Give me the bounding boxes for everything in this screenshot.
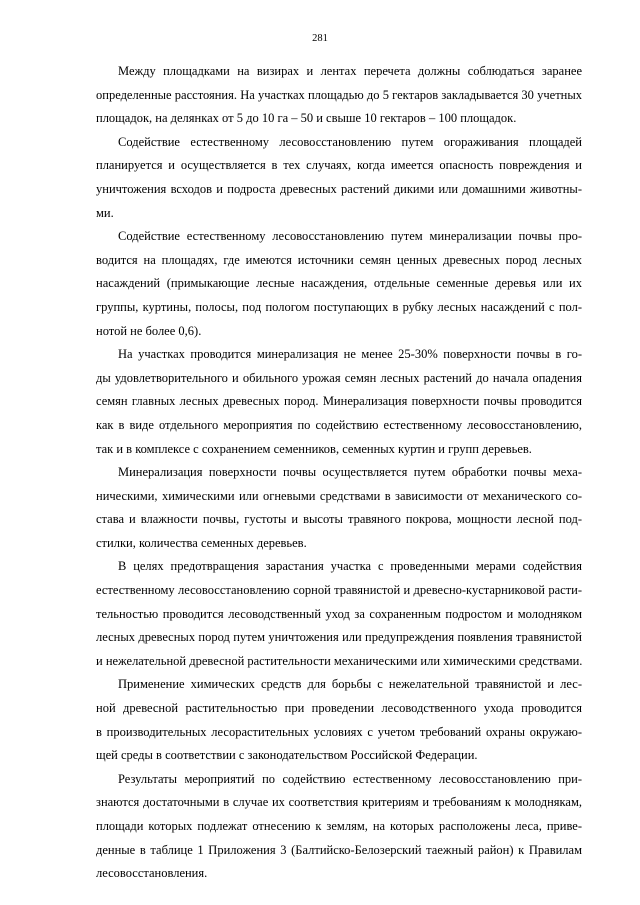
text-line: Содействие естественному лесовосстановлению путем минерализации почвы про- xyxy=(118,229,582,244)
text-line: Результаты мероприятий по содействию естественному лесовосстановлению при- xyxy=(118,771,582,786)
text-line: лесовосстановления. xyxy=(96,866,208,881)
text-line: уничтожения всходов и подроста древесных растений дикими или домашними животны- xyxy=(96,181,582,196)
text-line: водится на площадях, где имеются источники семян ценных древесных пород лесных xyxy=(96,252,582,267)
paragraph xyxy=(96,343,582,461)
text-line: Содействие естественному лесовосстановлению путем огораживания площадей xyxy=(118,134,582,149)
text-line: Минерализация поверхности почвы осуществляется путем обработки почвы меха- xyxy=(118,465,582,480)
text-line: естественному лесовосстановлению сорной травянистой и древесно-кустарниковой расти- xyxy=(96,583,582,598)
text-line: тельностью проводится лесоводственный уход за сохраненным подростом и молодняком xyxy=(96,606,582,621)
text-line: площадок, на делянках от 5 до 10 га – 50 и свыше 10 гектаров – 100 площадок. xyxy=(96,111,517,126)
paragraph xyxy=(96,60,582,131)
text-line: лесных древесных пород путем уничтожения или предупреждения появления травянистой xyxy=(96,630,582,645)
paragraph xyxy=(96,673,582,767)
text-line: стилки, количества семенных деревьев. xyxy=(96,535,307,550)
text-line: насаждений (примыкающие лесные насаждения, отдельные семенные деревья или их xyxy=(96,276,582,291)
text-line: На участках проводится минерализация не менее 25-30% поверхности почвы в го- xyxy=(118,347,582,362)
text-line: планируется и осуществляется в тех случаях, когда имеется опасность повреждения и xyxy=(96,158,582,173)
text-line: как в виде отдельного мероприятия по содействию естественному лесовосстановлению, xyxy=(96,417,582,432)
text-line: става и влажности почвы, густоты и высоты травяного покрова, мощности лесной под- xyxy=(96,512,582,527)
text-line: ды удовлетворительного и обильного урожая семян лесных растений до начала опадения xyxy=(96,370,582,385)
text-line: группы, куртины, полосы, под пологом поступающих в рубку лесных насаждений с пол- xyxy=(96,299,582,314)
paragraph xyxy=(96,131,582,225)
text-line: определенные расстояния. На участках площадью до 5 гектаров закладывается 30 учетных xyxy=(96,87,582,102)
text-line: денные в таблице 1 Приложения 3 (Балтийско-Белозерский таежный район) к Правилам xyxy=(96,842,582,857)
text-line: ническими, химическими или огневыми средствами в зависимости от механического со- xyxy=(96,488,582,503)
text-line: ной древесной растительностью при проведении лесоводственного ухода проводится xyxy=(96,701,582,716)
text-line: семян главных лесных древесных пород. Минерализация поверхности почвы проводится xyxy=(96,394,582,409)
text-line: щей среды в соответствии с законодательством Российской Федерации. xyxy=(96,748,478,763)
paragraph xyxy=(96,555,582,673)
paragraph xyxy=(96,768,582,886)
text-line: и нежелательной древесной растительности механическими или химическими средствами. xyxy=(96,653,583,668)
text-line: Между площадками на визирах и лентах перечета должны соблюдаться заранее xyxy=(118,64,582,78)
text-line: площади которых подлежат отнесению к землям, на которых расположены леса, приве- xyxy=(96,819,582,833)
text-line: ми. xyxy=(96,205,114,220)
text-line: в производительных лесорастительных условиях с учетом требований охраны окружаю- xyxy=(96,724,582,739)
document-body xyxy=(96,60,582,886)
text-line: нотой не более 0,6). xyxy=(96,323,202,338)
page-number: 281 xyxy=(312,33,328,44)
text-line: В целях предотвращения зарастания участка с проведенными мерами содействия xyxy=(118,559,582,574)
text-line: знаются достаточными в случае их соответствия критериям и требованиям к молоднякам, xyxy=(96,795,582,810)
paragraph xyxy=(96,461,582,555)
text-line: так и в комплексе с сохранением семенников, семенных куртин и групп деревьев. xyxy=(96,441,532,456)
paragraph xyxy=(96,225,582,343)
text-line: Применение химических средств для борьбы с нежелательной травянистой и лес- xyxy=(118,677,582,692)
